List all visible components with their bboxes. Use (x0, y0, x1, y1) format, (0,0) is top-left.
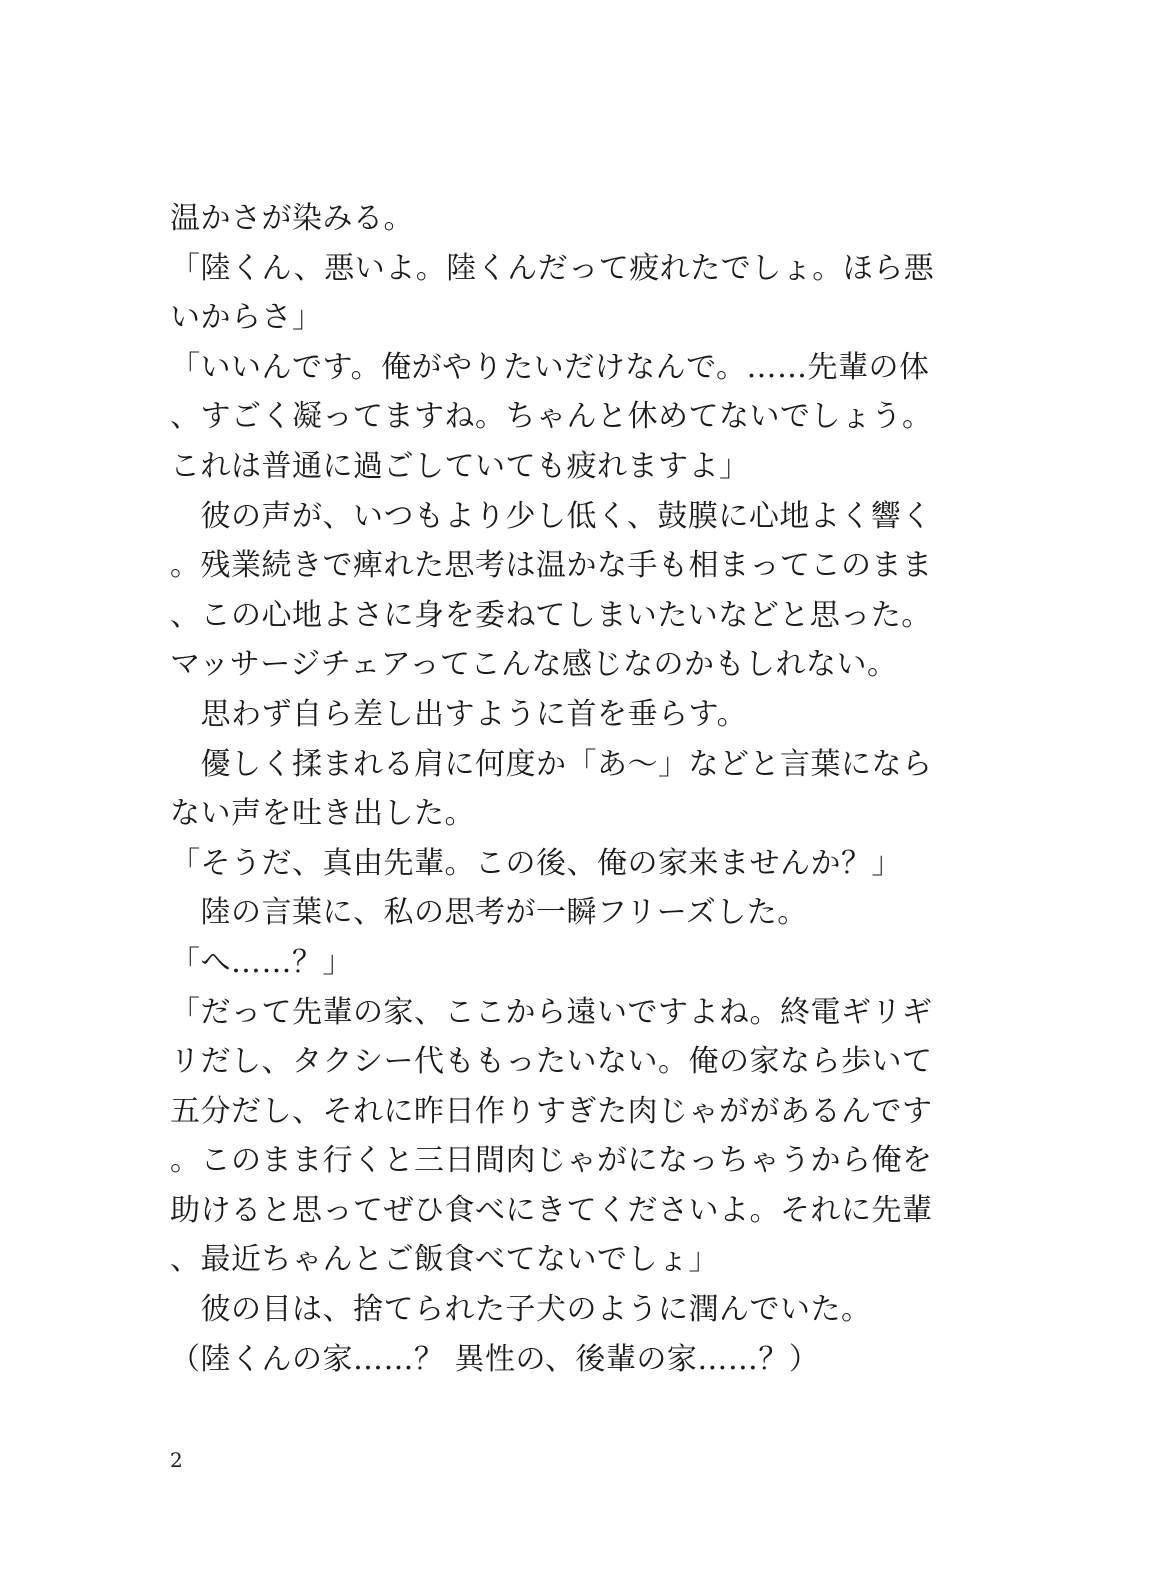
text-line: 思わず自ら差し出すように首を垂らす。 (170, 696, 748, 732)
text-line: （陸くんの家……？ 異性の、後輩の家……？） (170, 1341, 820, 1377)
text-line: 「へ……？」 (170, 944, 353, 980)
text-line: 「いいんです。俺がやりたいだけなんで。……先輩の体 (170, 349, 930, 385)
text-line: 、最近ちゃんとご飯食べてないでしょ」 (170, 1242, 719, 1278)
text-line: 陸の言葉に、私の思考が一瞬フリーズした。 (170, 895, 808, 931)
text-line: マッサージチェアってこんな感じなのかもしれない。 (170, 647, 898, 683)
body-text (170, 194, 970, 1384)
text-line: これは普通に過ごしていても疲れますよ」 (170, 448, 750, 484)
page-number: 2 (170, 1448, 183, 1472)
text-line: 、この心地よさに身を委ねてしまいたいなどと思った。 (170, 597, 932, 633)
text-line: 助けると思ってぜひ食べにきてくださいよ。それに先輩 (170, 1192, 933, 1228)
text-line: 彼の目は、捨てられた子犬のように潤んでいた。 (170, 1292, 872, 1328)
text-line: 彼の声が、いつもより少し低く、鼓膜に心地よく響く (170, 498, 932, 534)
text-line: 。残業続きで痺れた思考は温かな手も相まってこのまま (170, 548, 933, 584)
text-line: 「陸くん、悪いよ。陸くんだって疲れたでしょ。ほら悪 (170, 250, 935, 286)
text-line: 、すごく凝ってますね。ちゃんと休めてないでしょう。 (170, 399, 933, 435)
text-line: 五分だし、それに昨日作りすぎた肉じゃががあるんです (170, 1093, 933, 1129)
text-line: ない声を吐き出した。 (170, 796, 475, 832)
text-line: いからさ」 (170, 300, 323, 336)
text-line: 「だって先輩の家、ここから遠いですよね。終電ギリギ (170, 994, 933, 1030)
text-line: 。このまま行くと三日間肉じゃがになっちゃうから俺を (170, 1143, 933, 1179)
text-line: 温かさが染みる。 (170, 201, 414, 236)
text-line: 優しく揉まれる肩に何度か「あ〜」などと言葉になら (170, 746, 933, 782)
text-line: 「そうだ、真由先輩。この後、俺の家来ませんか？」 (170, 845, 902, 881)
text-line: リだし、タクシー代ももったいない。俺の家なら歩いて (170, 1044, 933, 1080)
